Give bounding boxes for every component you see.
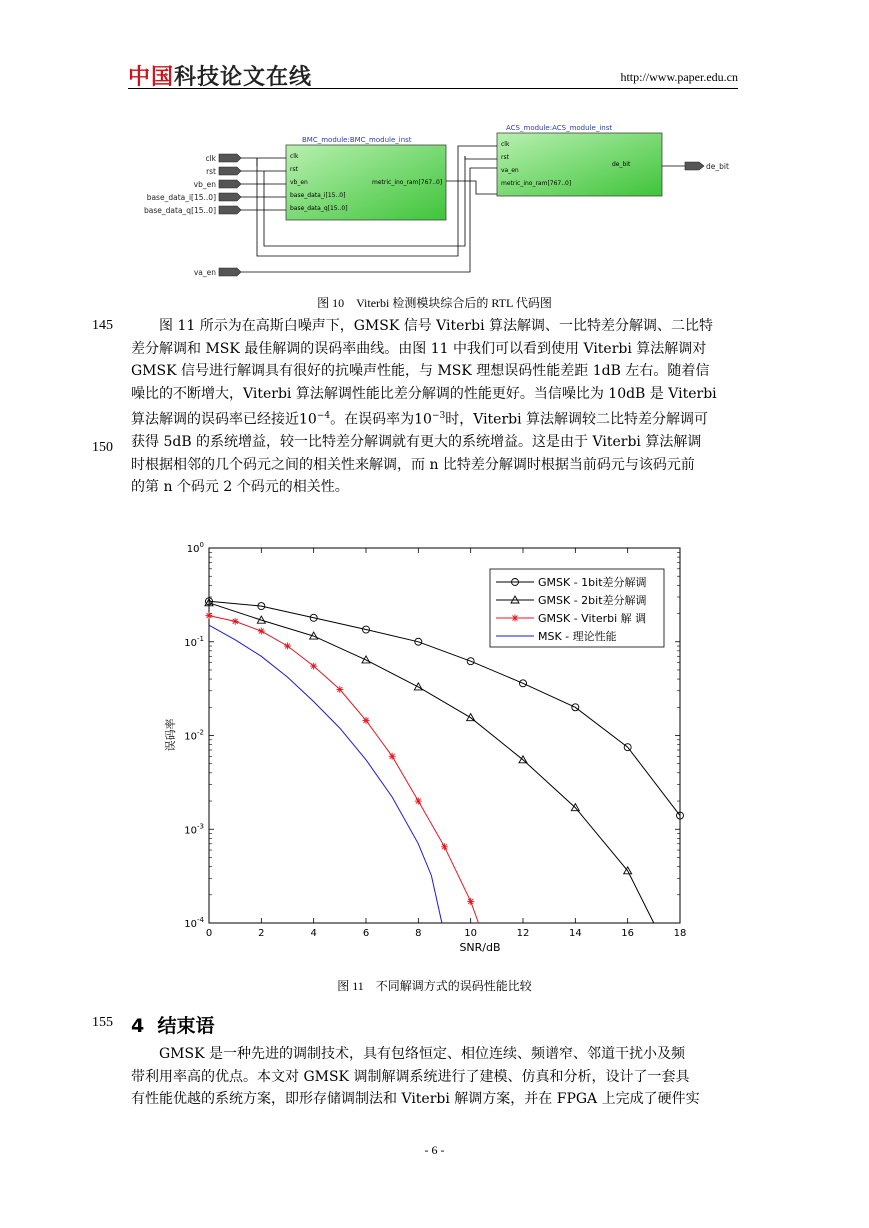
data-point-star (512, 615, 519, 622)
pin-data-i-label: base_data_i[15..0] (146, 193, 216, 202)
pin-data-q-label: base_data_q[15..0] (144, 206, 216, 215)
para1-line5 (131, 405, 738, 431)
bmc-port-clk: clk (290, 153, 299, 160)
x-tick-label: 2 (258, 928, 265, 939)
bmc-port-rst: rst (290, 166, 298, 173)
data-point-star (363, 717, 370, 724)
data-point-star (258, 628, 265, 635)
x-tick-label: 16 (621, 928, 635, 939)
para1-line5-a: 算法解调的误码率已经接近 (131, 411, 299, 428)
data-point-star (336, 686, 343, 693)
x-tick-label: 12 (516, 928, 530, 939)
pin-de-bit-label: de_bit (706, 162, 729, 171)
data-point-star (232, 618, 239, 625)
acs-port-va-en: va_en (501, 167, 519, 174)
para1-line4: 噪比的不断增大，Viterbi 算法解调性能比差分解调的性能更好。当信噪比为 10dB 是 Viterbi (131, 385, 717, 402)
para1-line6: 获得 5dB 的系统增益，较一比特差分解调就有更大的系统增益。这是由于 Viterbi 算法解调 (131, 434, 702, 451)
data-point-star (206, 612, 213, 619)
pin-rst-label: rst (206, 167, 216, 176)
para1-line3: GMSK 信号进行解调具有很好的抗噪声性能，与 MSK 理想误码性能差距 1dB 左右。随着信 (131, 363, 710, 379)
legend-label-1: GMSK - 1bit差分解调 (538, 576, 647, 589)
para1-line5-b: 10 (299, 411, 317, 428)
figure10-caption: 图 10 Viterbi 检测模块综合后的 RTL 代码图 (317, 296, 552, 310)
para1-line7: 时根据相邻的几个码元之间的相关性来解调，而 n 比特差分解调时根据当前码元与该码元前 (131, 456, 695, 473)
paragraph-1 (131, 315, 738, 499)
acs-port-metric: metric_ino_ram[767..0] (501, 180, 572, 187)
section-number: 4 (131, 1015, 145, 1037)
logo-red-text: 中国 (128, 65, 175, 90)
header-rule (128, 88, 738, 89)
output-pin-shape (685, 162, 704, 170)
para1-line5-d: 。在误码率为 (330, 411, 415, 428)
x-axis-label: SNR/dB (459, 941, 501, 954)
para2-line3: 有性能优越的系统方案，即形存储调制法和 Viterbi 解调方案，并在 FPGA 上完成了硬件实 (131, 1091, 700, 1107)
y-tick-label: $10^{-1}$ (184, 634, 204, 649)
x-tick-label: 14 (568, 928, 582, 939)
acs-port-de-bit: de_bit (612, 161, 631, 168)
y-tick-label: $10^0$ (186, 541, 204, 555)
line-number-145: 145 (92, 318, 113, 333)
journal-logo (128, 60, 312, 91)
para2-line1: GMSK 是一种先进的调制技术，具有包络恒定、相位连续、频谱窄、邻道干扰小及频 (159, 1046, 686, 1062)
pin-clk-label: clk (205, 154, 216, 163)
y-tick-label: $10^{-3}$ (184, 822, 204, 837)
line-number-155: 155 (92, 1015, 113, 1030)
para1-line1: 图 11 所示为在高斯白噪声下，GMSK 信号 Viterbi 算法解调、一比特差分解调、二比特 (159, 318, 714, 334)
legend (490, 569, 664, 647)
pin-va-en-label: va_en (193, 268, 216, 277)
data-point-star (467, 898, 474, 905)
data-point-star (441, 843, 448, 850)
x-tick-label: 18 (673, 928, 687, 939)
data-point-star (389, 753, 396, 760)
bmc-port-vb-en: vb_en (290, 179, 308, 186)
section-heading (131, 1011, 214, 1038)
y-tick-label: $10^{-2}$ (184, 728, 204, 743)
x-tick-label: 10 (464, 928, 478, 939)
paragraph-2 (131, 1043, 738, 1111)
section-title: 结束语 (157, 1015, 215, 1037)
page-number: - 6 - (424, 1143, 445, 1157)
y-axis-label: 误码率 (164, 718, 177, 752)
pin-vb-en-label: vb_en (193, 180, 216, 189)
x-tick-label: 8 (415, 928, 422, 939)
rtl-diagram (140, 118, 740, 288)
legend-label-4: MSK - 理论性能 (538, 630, 617, 643)
x-tick-label: 6 (362, 928, 370, 939)
para1-line5-f: −3 (431, 411, 446, 421)
acs-title: ACS_module:ACS_module_inst (506, 124, 613, 132)
acs-port-rst: rst (501, 154, 509, 161)
acs-port-clk: clk (501, 141, 510, 148)
para1-line2: 差分解调和 MSK 最佳解调的误码率曲线。由图 11 中我们可以看到使用 Viterbi 算法解调对 (131, 340, 707, 357)
data-point-star (310, 663, 317, 670)
para1-line5-c: −4 (316, 411, 331, 421)
bmc-title: BMC_module:BMC_module_inst (302, 136, 412, 144)
bmc-port-data-i: base_data_i[15..0] (290, 192, 346, 199)
line-number-150: 150 (92, 440, 113, 455)
legend-label-2: GMSK - 2bit差分解调 (538, 594, 647, 607)
legend-label-3: GMSK - Viterbi 解 调 (538, 612, 647, 625)
logo-dark-text: 科技论文在线 (174, 65, 313, 90)
header-url[interactable]: http://www.paper.edu.cn (620, 70, 738, 84)
x-tick-label: 0 (205, 928, 213, 939)
data-point-star (415, 798, 422, 805)
para1-line5-g: 时，Viterbi 算法解调较二比特差分解调可 (445, 411, 709, 428)
y-tick-label: $10^{-4}$ (184, 916, 204, 930)
bmc-port-data-q: base_data_q[15..0] (290, 205, 348, 212)
para1-line8: 的第 n 个码元 2 个码元的相关性。 (131, 479, 349, 496)
data-point-star (284, 643, 291, 650)
para1-line5-e: 10 (414, 411, 432, 428)
x-tick-label: 4 (310, 928, 317, 939)
figure11-caption: 图 11 不同解调方式的误码性能比较 (337, 979, 532, 993)
para2-line2: 带利用率高的优点。本文对 GMSK 调制解调系统进行了建模、仿真和分析，设计了一套具 (131, 1068, 690, 1085)
ber-chart (150, 535, 710, 960)
bmc-port-metric: metric_ino_ram[767..0] (372, 179, 443, 186)
input-pins (144, 154, 241, 277)
